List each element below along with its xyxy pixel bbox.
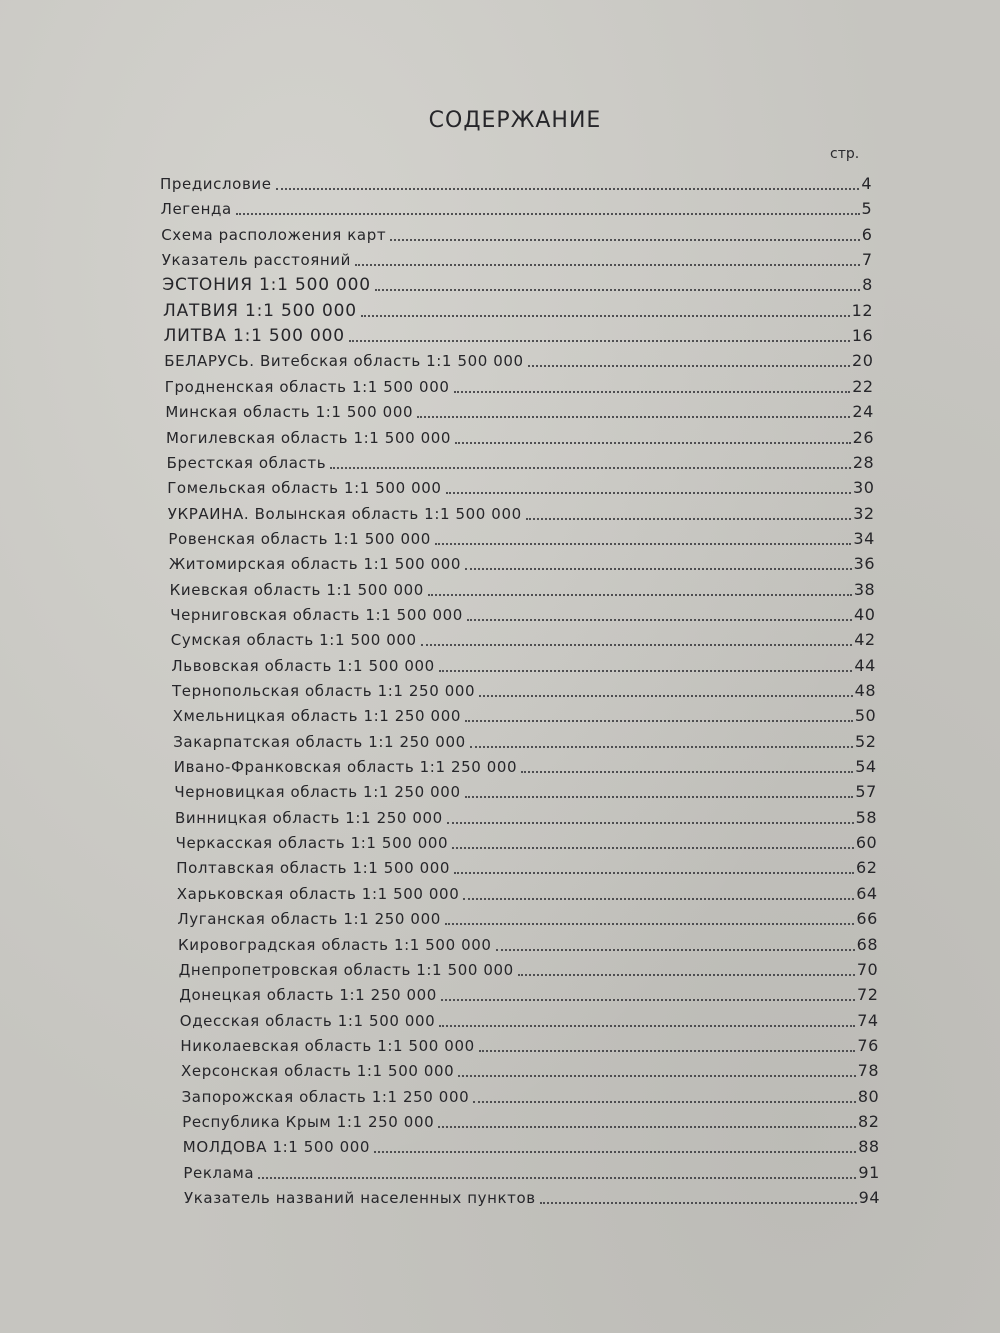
toc-entry-page-number: 52 bbox=[855, 731, 877, 751]
toc-entry-label: ЛИТВА 1:1 500 000 bbox=[163, 326, 345, 347]
dot-leader bbox=[361, 313, 850, 317]
toc-entry-label: Предисловие bbox=[160, 175, 272, 193]
toc-entry bbox=[175, 804, 877, 828]
toc-entry-page-number: 34 bbox=[853, 528, 875, 548]
toc-entry-label: Хмельницкая область 1:1 250 000 bbox=[172, 707, 461, 726]
toc-entry bbox=[176, 854, 877, 878]
dot-leader bbox=[454, 389, 851, 393]
toc-entry bbox=[173, 728, 876, 752]
toc-entry bbox=[165, 398, 873, 422]
toc-entry-label: Указатель расстояний bbox=[161, 251, 351, 270]
toc-entry-page-number: 80 bbox=[857, 1086, 880, 1106]
page-column-label: стр. bbox=[830, 146, 860, 162]
dot-leader bbox=[438, 1124, 856, 1128]
toc-entry-page-number: 72 bbox=[857, 985, 879, 1005]
toc-entry-label: Днепропетровская область 1:1 500 000 bbox=[178, 960, 514, 979]
toc-entry-page-number: 78 bbox=[857, 1061, 879, 1081]
toc-entry-page-number: 12 bbox=[851, 300, 873, 320]
dot-leader bbox=[355, 262, 860, 266]
toc-entry-page-number: 22 bbox=[852, 376, 874, 396]
toc-entry-label: Харьковская область 1:1 500 000 bbox=[176, 884, 460, 903]
dot-leader bbox=[458, 1073, 855, 1077]
page-title: СОДЕРЖАНИЕ bbox=[428, 108, 602, 133]
toc-entry-page-number: 5 bbox=[861, 199, 873, 219]
toc-entry-label: Черкасская область 1:1 500 000 bbox=[175, 834, 449, 853]
toc-entry bbox=[167, 449, 875, 473]
toc-entry-page-number: 64 bbox=[856, 883, 878, 903]
toc-entry bbox=[174, 778, 876, 802]
dot-leader bbox=[390, 237, 860, 241]
dot-leader bbox=[428, 592, 852, 596]
toc-entry-page-number: 16 bbox=[851, 326, 874, 346]
toc-entry bbox=[170, 601, 875, 625]
toc-entry-label: Полтавская область 1:1 500 000 bbox=[176, 859, 451, 878]
toc-entry bbox=[162, 246, 873, 270]
toc-entry bbox=[176, 829, 878, 853]
dot-leader bbox=[479, 693, 853, 697]
toc-entry bbox=[165, 373, 874, 397]
toc-entry-page-number: 57 bbox=[855, 782, 877, 802]
dot-leader bbox=[540, 1200, 857, 1204]
toc-entry-label: Закарпатская область 1:1 250 000 bbox=[173, 732, 466, 751]
toc-entry-page-number: 32 bbox=[853, 503, 875, 523]
toc-entry-label: Львовская область 1:1 500 000 bbox=[171, 656, 435, 675]
toc-entry bbox=[168, 525, 874, 549]
toc-entry-page-number: 62 bbox=[856, 858, 878, 878]
toc-entry-label: Киевская область 1:1 500 000 bbox=[169, 580, 424, 599]
dot-leader bbox=[454, 870, 854, 874]
toc-entry-label: ЛАТВИЯ 1:1 500 000 bbox=[163, 300, 357, 321]
dot-leader bbox=[452, 845, 854, 849]
toc-entry bbox=[162, 271, 872, 295]
toc-entry-label: Луганская область 1:1 250 000 bbox=[177, 910, 441, 929]
toc-entry-label: Херсонская область 1:1 500 000 bbox=[181, 1062, 455, 1081]
toc-entry bbox=[184, 1184, 880, 1208]
toc-entry-label: Реклама bbox=[183, 1163, 255, 1182]
toc-entry-page-number: 70 bbox=[856, 959, 879, 979]
toc-entry-page-number: 50 bbox=[854, 706, 877, 726]
toc-entry-page-number: 42 bbox=[854, 630, 876, 650]
toc-entry-page-number: 26 bbox=[852, 427, 874, 447]
dot-leader bbox=[467, 617, 852, 621]
toc-entry bbox=[164, 322, 874, 346]
toc-entry-page-number: 88 bbox=[858, 1137, 880, 1157]
toc-entry bbox=[183, 1133, 880, 1157]
toc-entry-label: Кировоградская область 1:1 500 000 bbox=[178, 935, 492, 954]
toc-entry-page-number: 66 bbox=[856, 909, 878, 929]
dot-leader bbox=[528, 363, 850, 367]
toc-entry-page-number: 30 bbox=[853, 478, 875, 498]
toc-entry-label: Схема расположения карт bbox=[161, 225, 387, 244]
dot-leader bbox=[465, 718, 853, 722]
toc-entry-label: Указатель названий населенных пунктов bbox=[184, 1189, 536, 1207]
toc-entry bbox=[177, 905, 877, 929]
toc-entry bbox=[161, 221, 872, 245]
toc-entry-page-number: 48 bbox=[854, 681, 876, 700]
dot-leader bbox=[421, 642, 853, 646]
toc-entry-page-number: 74 bbox=[857, 1010, 879, 1030]
toc-entry-label: МОЛДОВА 1:1 500 000 bbox=[182, 1138, 371, 1157]
toc-entry-label: Николаевская область 1:1 500 000 bbox=[180, 1036, 475, 1055]
dot-leader bbox=[375, 287, 860, 291]
dot-leader bbox=[349, 338, 850, 342]
toc-entry bbox=[160, 170, 872, 194]
toc-entry bbox=[182, 1083, 880, 1107]
dot-leader bbox=[518, 972, 855, 976]
toc-entry-page-number: 44 bbox=[854, 655, 876, 675]
toc-entry-page-number: 40 bbox=[854, 604, 876, 624]
dot-leader bbox=[258, 1175, 856, 1179]
dot-leader bbox=[439, 1023, 855, 1027]
toc-entry-label: Житомирская область 1:1 500 000 bbox=[169, 555, 462, 574]
toc-entry-page-number: 4 bbox=[861, 174, 872, 193]
toc-entry bbox=[180, 1032, 878, 1056]
toc-entry-page-number: 91 bbox=[858, 1162, 880, 1182]
toc-entry bbox=[167, 474, 874, 498]
toc-entry bbox=[169, 550, 875, 574]
toc-entry-label: Одесская область 1:1 500 000 bbox=[179, 1011, 436, 1030]
toc-entry bbox=[182, 1108, 879, 1132]
dot-leader bbox=[446, 490, 852, 494]
dot-leader bbox=[526, 516, 852, 520]
toc-entry-page-number: 68 bbox=[856, 934, 878, 954]
dot-leader bbox=[470, 744, 853, 748]
dot-leader bbox=[447, 820, 854, 824]
dot-leader bbox=[276, 186, 860, 190]
dot-leader bbox=[236, 211, 860, 215]
toc-entry-label: Винницкая область 1:1 250 000 bbox=[175, 808, 443, 827]
toc-entry bbox=[179, 981, 878, 1005]
toc-entry bbox=[171, 626, 876, 650]
toc-entry-page-number: 58 bbox=[855, 807, 877, 827]
toc-entry bbox=[178, 931, 878, 955]
toc-entry-page-number: 76 bbox=[857, 1035, 879, 1055]
toc-entry-label: Донецкая область 1:1 250 000 bbox=[179, 986, 437, 1005]
dot-leader bbox=[479, 1048, 856, 1052]
toc-entry-label: Могилевская область 1:1 500 000 bbox=[166, 428, 452, 447]
toc-entry-page-number: 7 bbox=[861, 250, 873, 270]
dot-leader bbox=[521, 769, 853, 773]
toc-entry-label: Черниговская область 1:1 500 000 bbox=[170, 605, 463, 624]
toc-entry-label: Брестская область bbox=[166, 453, 327, 472]
toc-entry bbox=[173, 702, 877, 726]
toc-entry-label: Сумская область 1:1 500 000 bbox=[170, 631, 417, 650]
dot-leader bbox=[463, 896, 854, 900]
dot-leader bbox=[374, 1149, 856, 1153]
toc-entry-page-number: 94 bbox=[858, 1188, 880, 1207]
toc-entry bbox=[181, 1057, 879, 1081]
dot-leader bbox=[445, 921, 855, 925]
toc-entry bbox=[161, 195, 873, 219]
toc-entry bbox=[171, 652, 875, 676]
toc-entry bbox=[179, 956, 879, 980]
toc-entry-page-number: 24 bbox=[852, 402, 874, 422]
dot-leader bbox=[441, 997, 855, 1001]
toc-entry-label: Ивано-Франковская область 1:1 250 000 bbox=[173, 758, 518, 777]
toc-entry-label: Республика Крым 1:1 250 000 bbox=[182, 1112, 435, 1131]
toc-entry-page-number: 54 bbox=[855, 757, 877, 777]
dot-leader bbox=[455, 440, 851, 444]
toc-entry-label: Ровенская область 1:1 500 000 bbox=[168, 529, 431, 548]
toc-entry-page-number: 28 bbox=[852, 452, 875, 472]
toc-entry bbox=[164, 347, 873, 371]
dot-leader bbox=[439, 668, 853, 672]
toc-entry bbox=[166, 424, 874, 448]
toc-entry bbox=[174, 753, 877, 777]
toc-entry-label: Гомельская область 1:1 500 000 bbox=[167, 479, 442, 498]
toc-entry bbox=[172, 677, 876, 701]
toc-entry-label: Тернопольская область 1:1 250 000 bbox=[172, 682, 476, 700]
toc-entry-label: Черновицкая область 1:1 250 000 bbox=[174, 783, 461, 802]
dot-leader bbox=[330, 465, 851, 469]
toc-entry bbox=[170, 576, 876, 600]
toc-entry-label: БЕЛАРУСЬ. Витебская область 1:1 500 000 bbox=[164, 352, 524, 371]
toc-entry-page-number: 20 bbox=[852, 351, 874, 371]
toc-entry-page-number: 38 bbox=[853, 579, 876, 599]
toc-entry-label: ЭСТОНИЯ 1:1 500 000 bbox=[162, 275, 371, 296]
toc-entry-page-number: 82 bbox=[858, 1111, 880, 1131]
toc-entry-label: Гродненская область 1:1 500 000 bbox=[164, 377, 450, 396]
toc-entry-page-number: 8 bbox=[862, 275, 873, 295]
dot-leader bbox=[417, 414, 850, 418]
toc-entry-label: Минская область 1:1 500 000 bbox=[165, 403, 414, 422]
toc-entry-page-number: 60 bbox=[855, 833, 878, 853]
toc-entry-page-number: 6 bbox=[861, 224, 873, 244]
toc-entry-label: Запорожская область 1:1 250 000 bbox=[181, 1087, 470, 1106]
dot-leader bbox=[465, 566, 852, 570]
dot-leader bbox=[435, 541, 852, 545]
toc-entry-label: УКРАИНА. Волынская область 1:1 500 000 bbox=[167, 504, 522, 523]
toc-entry bbox=[180, 1007, 879, 1031]
toc-entry bbox=[177, 880, 878, 904]
toc-entry bbox=[168, 500, 875, 524]
toc-entry-label: Легенда bbox=[160, 200, 232, 219]
toc-entry-page-number: 36 bbox=[853, 554, 875, 574]
toc-entry bbox=[163, 297, 873, 321]
dot-leader bbox=[496, 947, 855, 951]
toc-entry bbox=[183, 1159, 879, 1183]
dot-leader bbox=[465, 794, 854, 798]
dot-leader bbox=[473, 1099, 856, 1103]
